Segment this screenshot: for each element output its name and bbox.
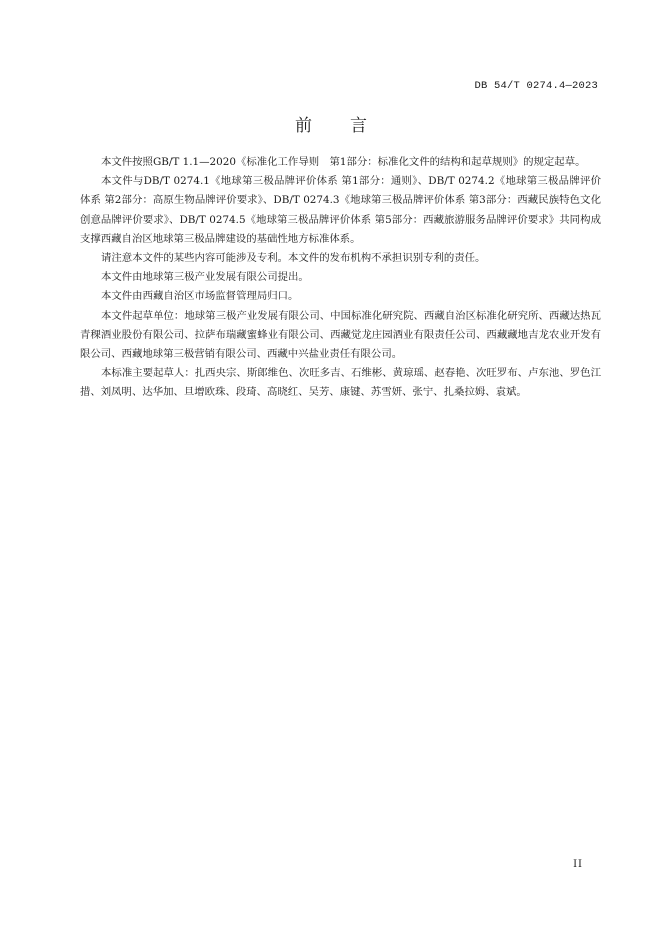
document-code: DB 54/T 0274.4—2023 (474, 80, 598, 92)
page-number: II (573, 859, 583, 870)
paragraph-drafters: 本标准主要起草人：扎西央宗、斯郎维色、次旺多吉、石维彬、黄琼瑶、赵春艳、次旺罗布、卢东池、罗色江措、刘凤明、达华加、旦增欧珠、段琦、高晓红、吴芳、康键、苏雪妍、张宁、扎桑拉姆、袁斌。 (80, 367, 601, 399)
foreword-body (80, 153, 601, 403)
paragraph-administrator: 本文件由西藏自治区市场监督管理局归口。 (101, 290, 299, 303)
paragraph-drafting-rules: 本文件按照GB/T 1.1—2020《标准化工作导则 第1部分：标准化文件的结构和起草规则》的规定起草。 (101, 156, 586, 168)
paragraph-proposer: 本文件由地球第三极产业发展有限公司提出。 (101, 271, 309, 284)
paragraph-patent-notice: 请注意本文件的某些内容可能涉及专利。本文件的发布机构不承担识别专利的责任。 (101, 252, 486, 265)
page-title: 前言 (295, 116, 405, 136)
paragraph-standard-series: 本文件与DB/T 0274.1《地球第三极品牌评价体系 第1部分：通则》、DB/T 0274.2《地球第三极品牌评价体系 第2部分：高原生物品牌评价要求》、DB/T 0274.3《地球第三极品牌评价体系 第3部分：西藏民族特色文化创意品牌评价要求》、DB/T 0274.5《地球第三极品牌评价体系 第5部分：西藏旅游服务品牌评价要求》共同构成支撑西藏自治区地球第三极品牌建设的基础性地方标准体系。 (80, 175, 601, 245)
paragraph-drafting-units: 本文件起草单位：地球第三极产业发展有限公司、中国标准化研究院、西藏自治区标准化研究所、西藏达热瓦青稞酒业股份有限公司、拉萨布瑞藏蜜蜂业有限公司、西藏觉龙庄园酒业有限责任公司、西藏藏地吉龙农业开发有限公司、西藏地球第三极营销有限公司、西藏中兴盐业责任有限公司。 (80, 309, 601, 361)
